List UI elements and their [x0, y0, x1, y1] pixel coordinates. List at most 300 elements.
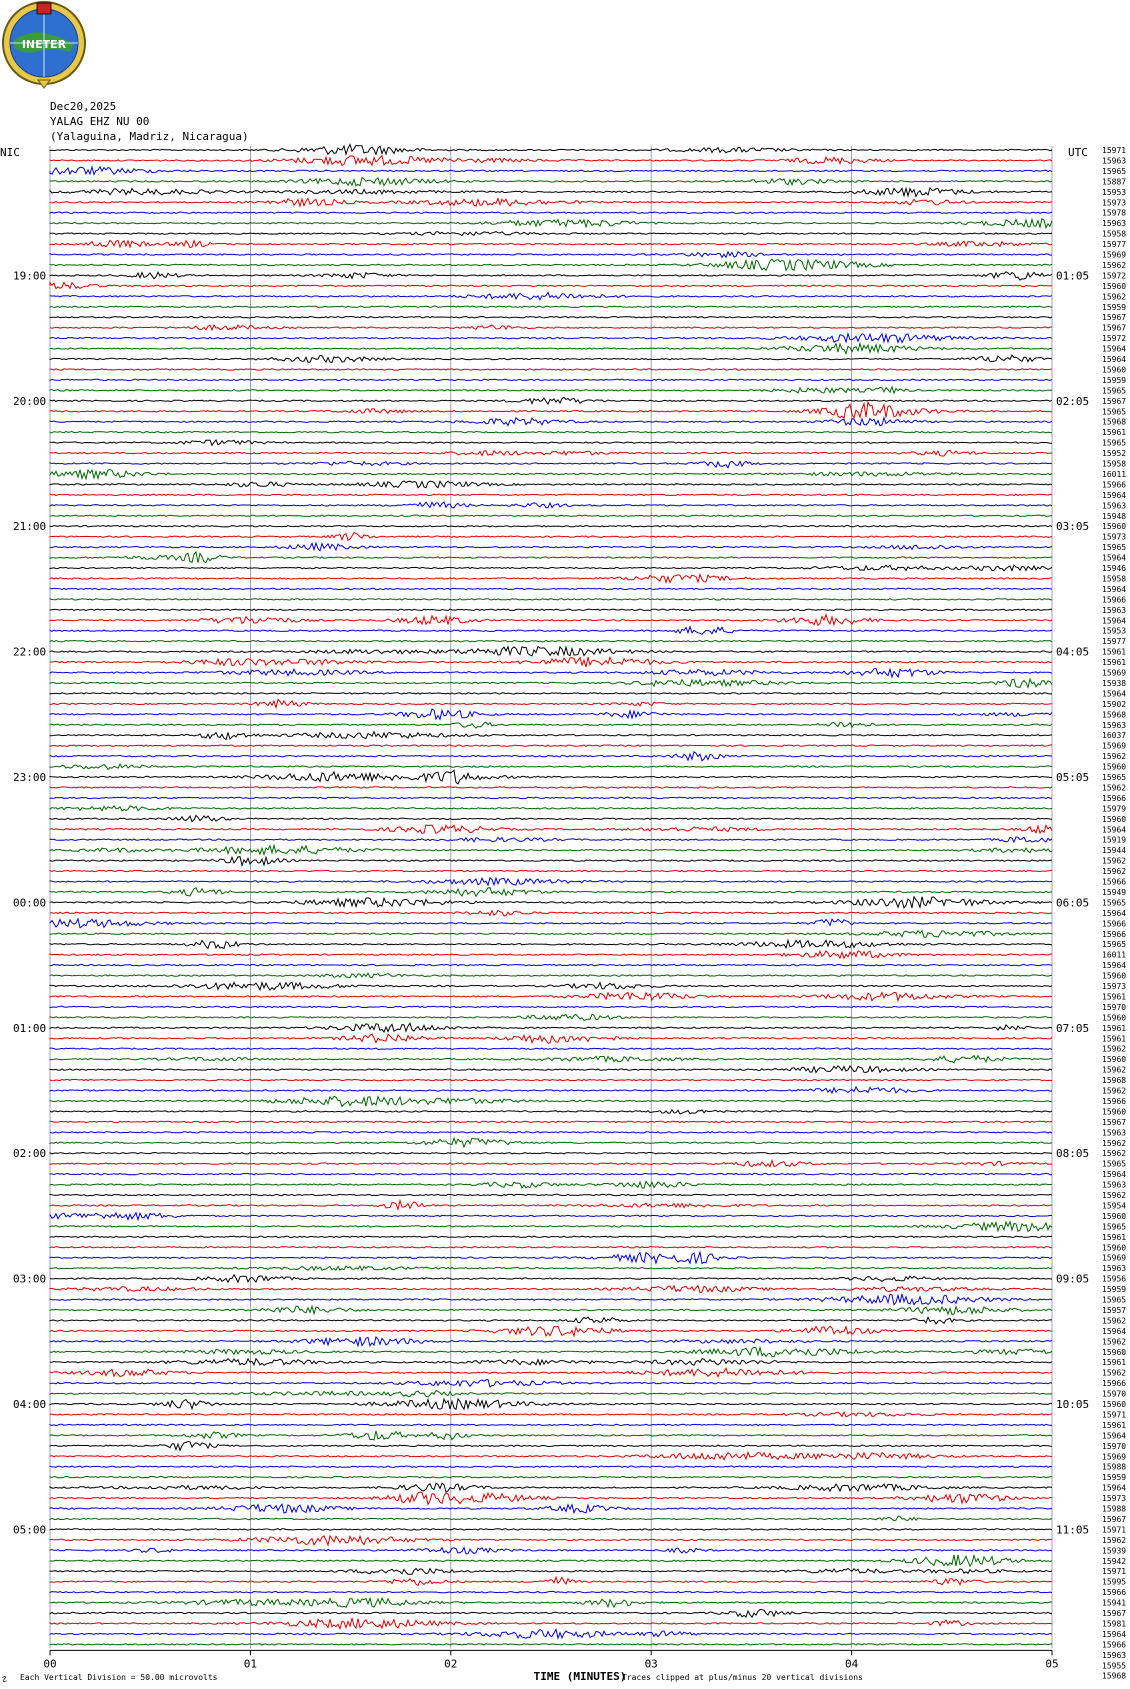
- trace-count-label: 15961: [1102, 1232, 1127, 1242]
- utc-time-label: 08:05: [1056, 1147, 1090, 1161]
- utc-time-label: 10:05: [1056, 1398, 1090, 1411]
- trace-line: [50, 615, 1052, 626]
- location-label: (Yalaguina, Madriz, Nicaragua): [50, 130, 249, 143]
- trace-count-label: 15956: [1102, 1274, 1127, 1284]
- trace-count-label: 15962: [1102, 783, 1127, 793]
- trace-line: [50, 897, 1052, 908]
- trace-line: [50, 292, 1052, 299]
- trace-line: [50, 693, 1052, 694]
- trace-line: [50, 919, 1052, 928]
- trace-line: [50, 857, 1052, 866]
- trace-count-label: 15973: [1102, 532, 1127, 542]
- trace-line: [50, 1266, 1052, 1270]
- trace-count-label: 15960: [1102, 1243, 1127, 1253]
- trace-line: [50, 145, 1052, 155]
- trace-count-label: 15960: [1102, 365, 1127, 375]
- utc-time-label: 09:05: [1056, 1272, 1090, 1286]
- trace-count-label: 15961: [1102, 647, 1127, 657]
- trace-line: [50, 1598, 1052, 1607]
- trace-line: [50, 1347, 1052, 1357]
- trace-line: [50, 334, 1052, 343]
- trace-line: [50, 1536, 1052, 1545]
- utc-time-label: 11:05: [1056, 1523, 1090, 1537]
- trace-count-label: 15963: [1102, 501, 1127, 511]
- date-label: Dec20,2025: [50, 100, 117, 113]
- utc-time-label: 01:05: [1056, 269, 1090, 283]
- trace-line: [50, 325, 1052, 330]
- trace-count-label: 15949: [1102, 887, 1127, 897]
- x-tick-label: 00: [43, 1657, 57, 1671]
- trace-count-label: 16011: [1102, 950, 1127, 960]
- trace-line: [50, 355, 1052, 362]
- trace-line: [50, 379, 1052, 380]
- trace-count-label: 15962: [1102, 1337, 1127, 1347]
- ineter-logo: [3, 2, 85, 88]
- minute-gridlines: [50, 146, 1052, 1648]
- trace-line: [50, 1173, 1052, 1174]
- trace-count-label: 15960: [1102, 1347, 1127, 1357]
- trace-count-label: 15962: [1102, 260, 1127, 270]
- trace-count-label: 15978: [1102, 208, 1127, 218]
- utc-time-label: 02:05: [1056, 394, 1090, 408]
- trace-count-label: 15961: [1102, 1420, 1127, 1430]
- trace-count-label: 15979: [1102, 804, 1127, 814]
- trace-count-label: 15962: [1102, 1316, 1127, 1326]
- trace-count-label: 15887: [1102, 177, 1127, 187]
- trace-count-label: 15963: [1102, 1264, 1127, 1274]
- trace-line: [50, 797, 1052, 798]
- trace-count-label: 15962: [1102, 1368, 1127, 1378]
- trace-line: [50, 878, 1052, 885]
- trace-line: [50, 722, 1052, 728]
- trace-count-label: 15966: [1102, 1379, 1127, 1389]
- trace-line: [50, 387, 1052, 393]
- local-time-label: 05:00: [13, 1523, 47, 1537]
- trace-count-label: 15969: [1102, 741, 1127, 751]
- trace-count-label: 15961: [1102, 1358, 1127, 1368]
- trace-count-label: 15963: [1102, 219, 1127, 229]
- trace-count-label: 15971: [1102, 1525, 1127, 1535]
- trace-line: [50, 588, 1052, 589]
- trace-count-label: 15961: [1102, 1023, 1127, 1033]
- trace-count-label: 15964: [1102, 1326, 1127, 1336]
- trace-line: [50, 343, 1052, 353]
- trace-count-label: 15967: [1102, 396, 1127, 406]
- trace-count-label: 15969: [1102, 668, 1127, 678]
- trace-count-label: 15964: [1102, 344, 1127, 354]
- trace-count-label: 15959: [1102, 1473, 1127, 1483]
- trace-count-label: 15944: [1102, 846, 1127, 856]
- trace-line: [50, 252, 1052, 258]
- trace-count-label: 15971: [1102, 146, 1127, 155]
- trace-count-label: 15964: [1102, 553, 1127, 563]
- trace-line: [50, 951, 1052, 958]
- trace-count-label: 15962: [1102, 1086, 1127, 1096]
- trace-count-label: 15965: [1102, 773, 1127, 782]
- trace-count-label: 15963: [1102, 156, 1127, 166]
- trace-line: [50, 1213, 1052, 1220]
- trace-line: [50, 1222, 1052, 1232]
- trace-line: [50, 1252, 1052, 1263]
- trace-count-label: 15962: [1102, 1535, 1127, 1545]
- trace-line: [50, 232, 1052, 236]
- trace-line: [50, 178, 1052, 186]
- trace-count-label: 15957: [1102, 1305, 1127, 1315]
- trace-count-label: 15966: [1102, 1640, 1127, 1650]
- trace-line: [50, 1483, 1052, 1492]
- trace-line: [50, 1079, 1052, 1080]
- trace-count-label: 15962: [1102, 1149, 1127, 1159]
- trace-count-label: 15977: [1102, 240, 1127, 250]
- trace-count-label: 16011: [1102, 469, 1127, 479]
- trace-count-label: 15969: [1102, 1452, 1127, 1462]
- trace-count-label: 15961: [1102, 992, 1127, 1002]
- trace-count-label: 15941: [1102, 1598, 1127, 1608]
- trace-count-label: 15966: [1102, 1588, 1127, 1598]
- trace-line: [50, 1326, 1052, 1336]
- trace-line: [50, 156, 1052, 166]
- trace-line: [50, 668, 1052, 677]
- trace-count-label: 15965: [1102, 1295, 1127, 1305]
- trace-count-label: 15963: [1102, 1128, 1127, 1138]
- trace-count-label: 15963: [1102, 720, 1127, 730]
- trace-line: [50, 1548, 1052, 1554]
- utc-time-label: 07:05: [1056, 1021, 1090, 1035]
- trace-line: [50, 1644, 1052, 1645]
- trace-line: [50, 609, 1052, 610]
- trace-line: [50, 964, 1052, 965]
- local-time-label: 04:00: [13, 1398, 47, 1411]
- trace-line: [50, 533, 1052, 541]
- trace-count-label: 15971: [1102, 1567, 1127, 1577]
- utc-time-labels: [1056, 269, 1089, 1536]
- trace-count-label: 15963: [1102, 605, 1127, 615]
- trace-count-label: 15938: [1102, 678, 1127, 688]
- trace-line: [50, 1087, 1052, 1093]
- trace-line: [50, 837, 1052, 842]
- logo-text: INETER: [21, 38, 67, 51]
- trace-count-label: 15965: [1102, 407, 1127, 417]
- trace-line: [50, 306, 1052, 307]
- trace-line: [50, 515, 1052, 516]
- trace-count-label: 15966: [1102, 929, 1127, 939]
- trace-line: [50, 641, 1052, 642]
- trace-count-label: 15969: [1102, 1253, 1127, 1263]
- trace-line: [50, 647, 1052, 656]
- trace-line: [50, 167, 1052, 175]
- trace-line: [50, 1138, 1052, 1147]
- trace-line: [50, 888, 1052, 897]
- trace-line: [50, 418, 1052, 426]
- trace-count-label: 15948: [1102, 511, 1127, 521]
- trace-count-label: 15952: [1102, 449, 1127, 459]
- trace-count-label: 15962: [1102, 1044, 1127, 1054]
- trace-line: [50, 1110, 1052, 1114]
- trace-count-label: 15964: [1102, 961, 1127, 971]
- trace-line: [50, 1317, 1052, 1324]
- trace-line: [50, 732, 1052, 740]
- trace-count-label: 15960: [1102, 971, 1127, 981]
- trace-line: [50, 1516, 1052, 1521]
- trace-line: [50, 787, 1052, 788]
- trace-count-label: 15902: [1102, 699, 1127, 709]
- trace-line: [50, 1153, 1052, 1154]
- trace-line: [50, 1294, 1052, 1305]
- station-label: YALAG EHZ NU 00: [50, 115, 150, 128]
- trace-line: [50, 1529, 1052, 1530]
- scale-mark: ☡: [2, 1675, 7, 1684]
- trace-count-label: 15939: [1102, 1546, 1127, 1556]
- utc-time-label: 03:05: [1056, 520, 1090, 534]
- trace-count-label: 15995: [1102, 1577, 1127, 1587]
- local-zone-label: NIC: [0, 146, 20, 159]
- count-labels: [1102, 146, 1126, 1681]
- trace-line: [50, 1441, 1052, 1450]
- trace-line: [50, 806, 1052, 811]
- trace-line: [50, 709, 1052, 719]
- x-tick-label: 02: [444, 1657, 458, 1671]
- trace-line: [50, 940, 1052, 948]
- trace-line: [50, 657, 1052, 667]
- x-axis-label: TIME (MINUTES): [533, 1670, 627, 1683]
- trace-line: [50, 440, 1052, 445]
- trace-line: [50, 1359, 1052, 1366]
- trace-count-label: 15955: [1102, 1661, 1127, 1671]
- trace-count-label: 15964: [1102, 1170, 1127, 1180]
- trace-count-label: 15961: [1102, 658, 1127, 668]
- trace-line: [50, 1399, 1052, 1410]
- trace-line: [50, 845, 1052, 854]
- utc-time-label: 05:05: [1056, 771, 1090, 784]
- trace-count-label: 15964: [1102, 584, 1127, 594]
- trace-count-label: 15960: [1102, 1013, 1127, 1023]
- trace-count-label: 15964: [1102, 616, 1127, 626]
- trace-line: [50, 188, 1052, 197]
- trace-line: [50, 745, 1052, 746]
- trace-count-label: 15967: [1102, 1609, 1127, 1618]
- trace-line: [50, 1048, 1052, 1049]
- trace-line: [50, 870, 1052, 871]
- trace-count-label: 15966: [1102, 595, 1127, 605]
- utc-time-label: 06:05: [1056, 896, 1090, 910]
- trace-line: [50, 1286, 1052, 1293]
- trace-count-label: 15967: [1102, 313, 1127, 323]
- trace-line: [50, 816, 1052, 822]
- trace-line: [50, 461, 1052, 468]
- trace-line: [50, 1568, 1052, 1574]
- trace-line: [50, 1201, 1052, 1210]
- trace-count-label: 15960: [1102, 814, 1127, 824]
- trace-line: [50, 931, 1052, 938]
- trace-rows: [50, 145, 1052, 1646]
- trace-count-label: 15960: [1102, 762, 1127, 772]
- trace-count-label: 15966: [1102, 793, 1127, 803]
- trace-count-label: 15988: [1102, 1462, 1127, 1472]
- scale-note: Each Vertical Division = 50.00 microvolts: [20, 1673, 218, 1682]
- trace-line: [50, 910, 1052, 915]
- trace-line: [50, 470, 1052, 479]
- trace-line: [50, 992, 1052, 1000]
- trace-line: [50, 1380, 1052, 1387]
- trace-count-label: 15961: [1102, 1034, 1127, 1044]
- trace-line: [50, 1247, 1052, 1248]
- trace-count-label: 15959: [1102, 1285, 1127, 1295]
- trace-count-label: 15962: [1102, 1191, 1127, 1200]
- trace-line: [50, 1504, 1052, 1513]
- trace-count-label: 15973: [1102, 982, 1127, 991]
- trace-count-label: 15953: [1102, 626, 1127, 636]
- trace-line: [50, 1121, 1052, 1122]
- trace-line: [50, 1014, 1052, 1020]
- trace-count-label: 15962: [1102, 752, 1127, 762]
- x-tick-label: 04: [844, 1657, 859, 1671]
- trace-line: [50, 1132, 1052, 1133]
- trace-count-label: 15962: [1102, 856, 1127, 866]
- trace-line: [50, 1096, 1052, 1106]
- trace-line: [50, 1023, 1052, 1032]
- x-tick-label: 01: [243, 1657, 258, 1671]
- trace-count-label: 15965: [1102, 1159, 1127, 1169]
- trace-count-label: 15960: [1102, 522, 1127, 532]
- local-time-label: 20:00: [13, 394, 47, 408]
- trace-count-label: 15960: [1102, 1211, 1127, 1221]
- trace-line: [50, 1477, 1052, 1478]
- trace-count-label: 15967: [1102, 1117, 1127, 1127]
- trace-count-label: 15965: [1102, 898, 1127, 908]
- trace-count-label: 15970: [1102, 1441, 1127, 1451]
- trace-line: [50, 1452, 1052, 1459]
- utc-zone-label: UTC: [1068, 146, 1088, 159]
- trace-line: [50, 1194, 1052, 1195]
- trace-line: [50, 575, 1052, 583]
- trace-count-label: 15963: [1102, 1650, 1127, 1660]
- trace-count-label: 15964: [1102, 689, 1127, 699]
- trace-line: [50, 973, 1052, 978]
- local-time-label: 03:00: [13, 1272, 47, 1286]
- trace-line: [50, 369, 1052, 370]
- trace-count-label: 15970: [1102, 1002, 1127, 1012]
- trace-line: [50, 1630, 1052, 1639]
- trace-line: [50, 627, 1052, 635]
- trace-count-label: 15972: [1102, 271, 1127, 281]
- trace-line: [50, 526, 1052, 527]
- trace-count-label: 15960: [1102, 281, 1127, 291]
- trace-line: [50, 1555, 1052, 1566]
- trace-line: [50, 1591, 1052, 1592]
- trace-count-label: 15965: [1102, 438, 1127, 448]
- trace-line: [50, 599, 1052, 600]
- trace-line: [50, 1492, 1052, 1504]
- trace-line: [50, 679, 1052, 687]
- trace-line: [50, 219, 1052, 228]
- trace-count-label: 15968: [1102, 710, 1127, 720]
- trace-line: [50, 397, 1052, 404]
- trace-line: [50, 700, 1052, 708]
- trace-count-label: 15968: [1102, 1076, 1127, 1086]
- trace-line: [50, 770, 1052, 784]
- trace-count-label: 15962: [1102, 1065, 1127, 1075]
- trace-line: [50, 502, 1052, 508]
- trace-count-label: 15919: [1102, 835, 1127, 845]
- trace-line: [50, 1056, 1052, 1063]
- trace-line: [50, 1181, 1052, 1188]
- trace-count-label: 15965: [1102, 166, 1127, 176]
- trace-count-label: 15964: [1102, 908, 1127, 918]
- trace-line: [50, 552, 1052, 563]
- trace-count-label: 15964: [1102, 1629, 1127, 1639]
- trace-count-label: 15958: [1102, 229, 1127, 239]
- trace-line: [50, 450, 1052, 456]
- trace-line: [50, 1236, 1052, 1237]
- trace-count-label: 15969: [1102, 250, 1127, 260]
- trace-count-label: 15973: [1102, 198, 1127, 208]
- trace-line: [50, 1161, 1052, 1167]
- trace-count-label: 15964: [1102, 1483, 1127, 1493]
- trace-count-label: 15946: [1102, 564, 1127, 573]
- trace-line: [50, 212, 1052, 213]
- trace-count-label: 15964: [1102, 825, 1127, 835]
- trace-count-label: 15963: [1102, 1180, 1127, 1190]
- trace-line: [50, 764, 1052, 769]
- trace-line: [50, 1618, 1052, 1629]
- trace-count-label: 15962: [1102, 867, 1127, 877]
- utc-time-label: 04:05: [1056, 645, 1090, 659]
- trace-line: [50, 1337, 1052, 1346]
- trace-count-label: 15965: [1102, 1222, 1127, 1232]
- trace-count-label: 15964: [1102, 355, 1127, 364]
- trace-line: [50, 1466, 1052, 1467]
- trace-count-label: 15962: [1102, 292, 1127, 302]
- x-axis: [43, 1650, 1058, 1670]
- trace-count-label: 16037: [1102, 731, 1127, 741]
- trace-line: [50, 282, 1052, 288]
- trace-line: [50, 1368, 1052, 1377]
- trace-count-label: 15968: [1102, 1671, 1127, 1681]
- trace-count-label: 15973: [1102, 1494, 1127, 1504]
- trace-line: [50, 752, 1052, 761]
- trace-count-label: 15968: [1102, 417, 1127, 427]
- trace-count-label: 15967: [1102, 1514, 1127, 1524]
- trace-count-label: 15962: [1102, 1138, 1127, 1148]
- trace-count-label: 15967: [1102, 323, 1127, 333]
- trace-count-label: 15966: [1102, 877, 1127, 887]
- trace-count-label: 15959: [1102, 375, 1127, 385]
- trace-line: [50, 272, 1052, 280]
- trace-line: [50, 1034, 1052, 1043]
- trace-count-label: 15959: [1102, 302, 1127, 312]
- trace-count-label: 15966: [1102, 919, 1127, 929]
- trace-count-label: 15965: [1102, 386, 1127, 396]
- local-time-label: 22:00: [13, 645, 47, 659]
- trace-line: [50, 1306, 1052, 1314]
- local-time-label: 01:00: [13, 1021, 47, 1035]
- trace-line: [50, 198, 1052, 206]
- trace-count-label: 15960: [1102, 1400, 1127, 1409]
- trace-count-label: 15966: [1102, 480, 1127, 490]
- trace-count-label: 15966: [1102, 1096, 1127, 1106]
- trace-line: [50, 1424, 1052, 1425]
- trace-line: [50, 481, 1052, 488]
- trace-count-label: 15958: [1102, 574, 1127, 584]
- trace-line: [50, 825, 1052, 833]
- trace-count-label: 15988: [1102, 1504, 1127, 1514]
- trace-line: [50, 1006, 1052, 1007]
- local-time-label: 23:00: [13, 771, 47, 784]
- local-time-labels: [13, 269, 46, 1536]
- trace-line: [50, 1412, 1052, 1417]
- trace-count-label: 15942: [1102, 1556, 1127, 1566]
- trace-line: [50, 565, 1052, 571]
